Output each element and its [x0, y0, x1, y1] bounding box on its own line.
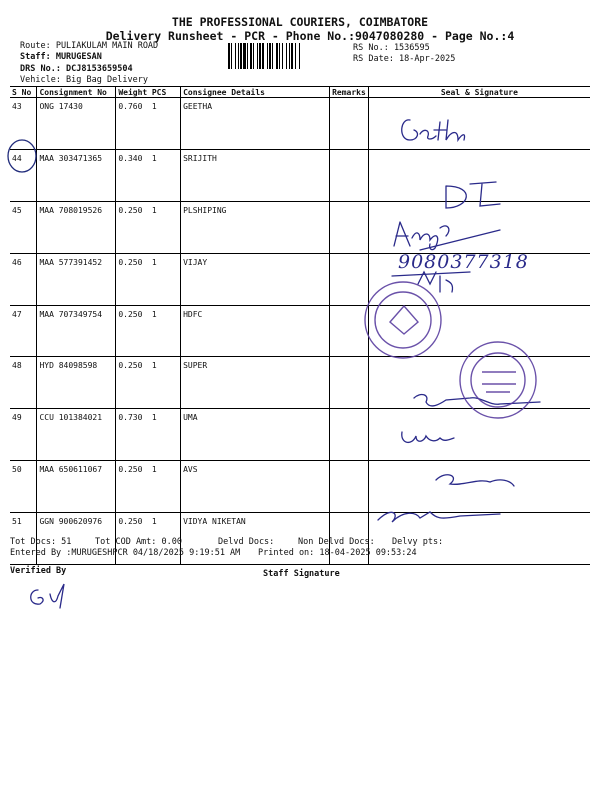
cell-consignment: MAA 707349754 — [37, 305, 116, 357]
cell-consignment: CCU 101384021 — [37, 409, 116, 461]
cell-consignment: MAA 650611067 — [37, 461, 116, 513]
cell-weight: 0.760 — [116, 98, 150, 150]
cell-consignee: AVS — [181, 461, 330, 513]
cell-pcs: 1 — [150, 201, 181, 253]
rs-date-text: RS Date: 18-Apr-2025 — [353, 54, 456, 64]
signature-verified-by — [31, 584, 64, 608]
cell-pcs: 1 — [150, 98, 181, 150]
handwriting-phone: 9080377318 — [398, 251, 529, 273]
col-consignment: Consignment No — [37, 87, 116, 98]
cell-weight: 0.250 — [116, 357, 150, 409]
cell-sno: 51 — [10, 513, 37, 565]
stamp-seal-1 — [365, 282, 441, 358]
delivered-docs: Delvd Docs: — [218, 537, 275, 547]
cell-consignment: GGN 900620976 — [37, 513, 116, 565]
cell-weight: 0.250 — [116, 305, 150, 357]
cell-pcs: 1 — [150, 149, 181, 201]
cell-weight: 0.340 — [116, 149, 150, 201]
staff-text: Staff: MURUGESAN — [20, 52, 102, 62]
cell-consignee: SUPER — [181, 357, 330, 409]
handwriting-uma — [400, 428, 433, 444]
cell-consignment: HYD 84098598 — [37, 357, 116, 409]
cell-weight: 0.250 — [116, 513, 150, 565]
signature-row-51-lower — [378, 512, 500, 522]
col-pcs: PCS — [150, 87, 181, 98]
signature-row-51 — [436, 475, 514, 486]
col-seal: Seal & Signature — [368, 87, 590, 98]
entered-by: Entered By :MURUGESHPCR 04/18/2025 9:19:51 AM — [10, 548, 241, 558]
staff-signature-label: Staff Signature — [263, 569, 340, 579]
cell-pcs: 1 — [150, 253, 181, 305]
rs-no-text: RS No.: 1536595 — [353, 43, 430, 53]
cell-sno: 47 — [10, 305, 37, 357]
cell-pcs: 1 — [150, 409, 181, 461]
signature-row-45 — [394, 222, 500, 250]
col-sno: S No — [10, 87, 37, 98]
stamp-seal-2 — [460, 342, 536, 418]
drs-text: DRS No.: DCJ8153659504 — [20, 64, 133, 74]
handwriting-geetha — [432, 116, 494, 136]
delivery-points: Delvy pts: — [392, 537, 444, 547]
cell-sno: 43 — [10, 98, 37, 150]
route-text: Route: PULIAKULAM MAIN ROAD — [20, 41, 159, 51]
col-remarks: Remarks — [330, 87, 369, 98]
cell-consignment: ONG 17430 — [37, 98, 116, 150]
cell-pcs: 1 — [150, 513, 181, 565]
sheet-subtitle: Delivery Runsheet - PCR - Phone No.:9047080280 - Page No.:4 — [105, 29, 515, 43]
cell-pcs: 1 — [150, 357, 181, 409]
total-docs: Tot Docs: 51 — [10, 537, 72, 547]
cell-weight: 0.250 — [116, 201, 150, 253]
cell-weight: 0.730 — [116, 409, 150, 461]
sheet-title: THE PROFESSIONAL COURIERS, COIMBATORE — [171, 15, 429, 29]
cell-pcs: 1 — [150, 305, 181, 357]
cell-consignee: SRIJITH — [181, 149, 330, 201]
cell-weight: 0.250 — [116, 461, 150, 513]
cell-consignee: VIDYA NIKETAN — [181, 513, 330, 565]
cell-consignee: GEETHA — [181, 98, 330, 150]
cell-consignee: HDFC — [181, 305, 330, 357]
row-44-circle-mark — [8, 140, 36, 172]
cell-sno: 50 — [10, 461, 37, 513]
cell-sno: 45 — [10, 201, 37, 253]
cell-consignee: VIJAY — [181, 253, 330, 305]
cell-sno: 44 — [10, 149, 37, 201]
cell-consignment: MAA 708019526 — [37, 201, 116, 253]
signature-row-44 — [446, 182, 500, 208]
cell-sno: 48 — [10, 357, 37, 409]
printed-on: Printed on: 18-04-2025 09:53:24 — [258, 548, 417, 558]
cell-consignment: MAA 577391452 — [37, 253, 116, 305]
cell-pcs: 1 — [150, 461, 181, 513]
cell-consignee: UMA — [181, 409, 330, 461]
col-weight: Weight — [116, 87, 150, 98]
handwriting-name-vij — [413, 271, 450, 287]
vehicle-text: Vehicle: Big Bag Delivery — [20, 75, 148, 85]
verified-by-label: Verified By — [10, 566, 67, 576]
total-cod: Tot COD Amt: 0.00 — [95, 537, 182, 547]
cell-consignment: MAA 303471365 — [37, 149, 116, 201]
cell-sno: 46 — [10, 253, 37, 305]
non-delivered-docs: Non Delvd Docs: — [298, 537, 375, 547]
cell-consignee: PLSHIPING — [181, 201, 330, 253]
cell-weight: 0.250 — [116, 253, 150, 305]
cell-sno: 49 — [10, 409, 37, 461]
col-consignee: Consignee Details — [181, 87, 330, 98]
